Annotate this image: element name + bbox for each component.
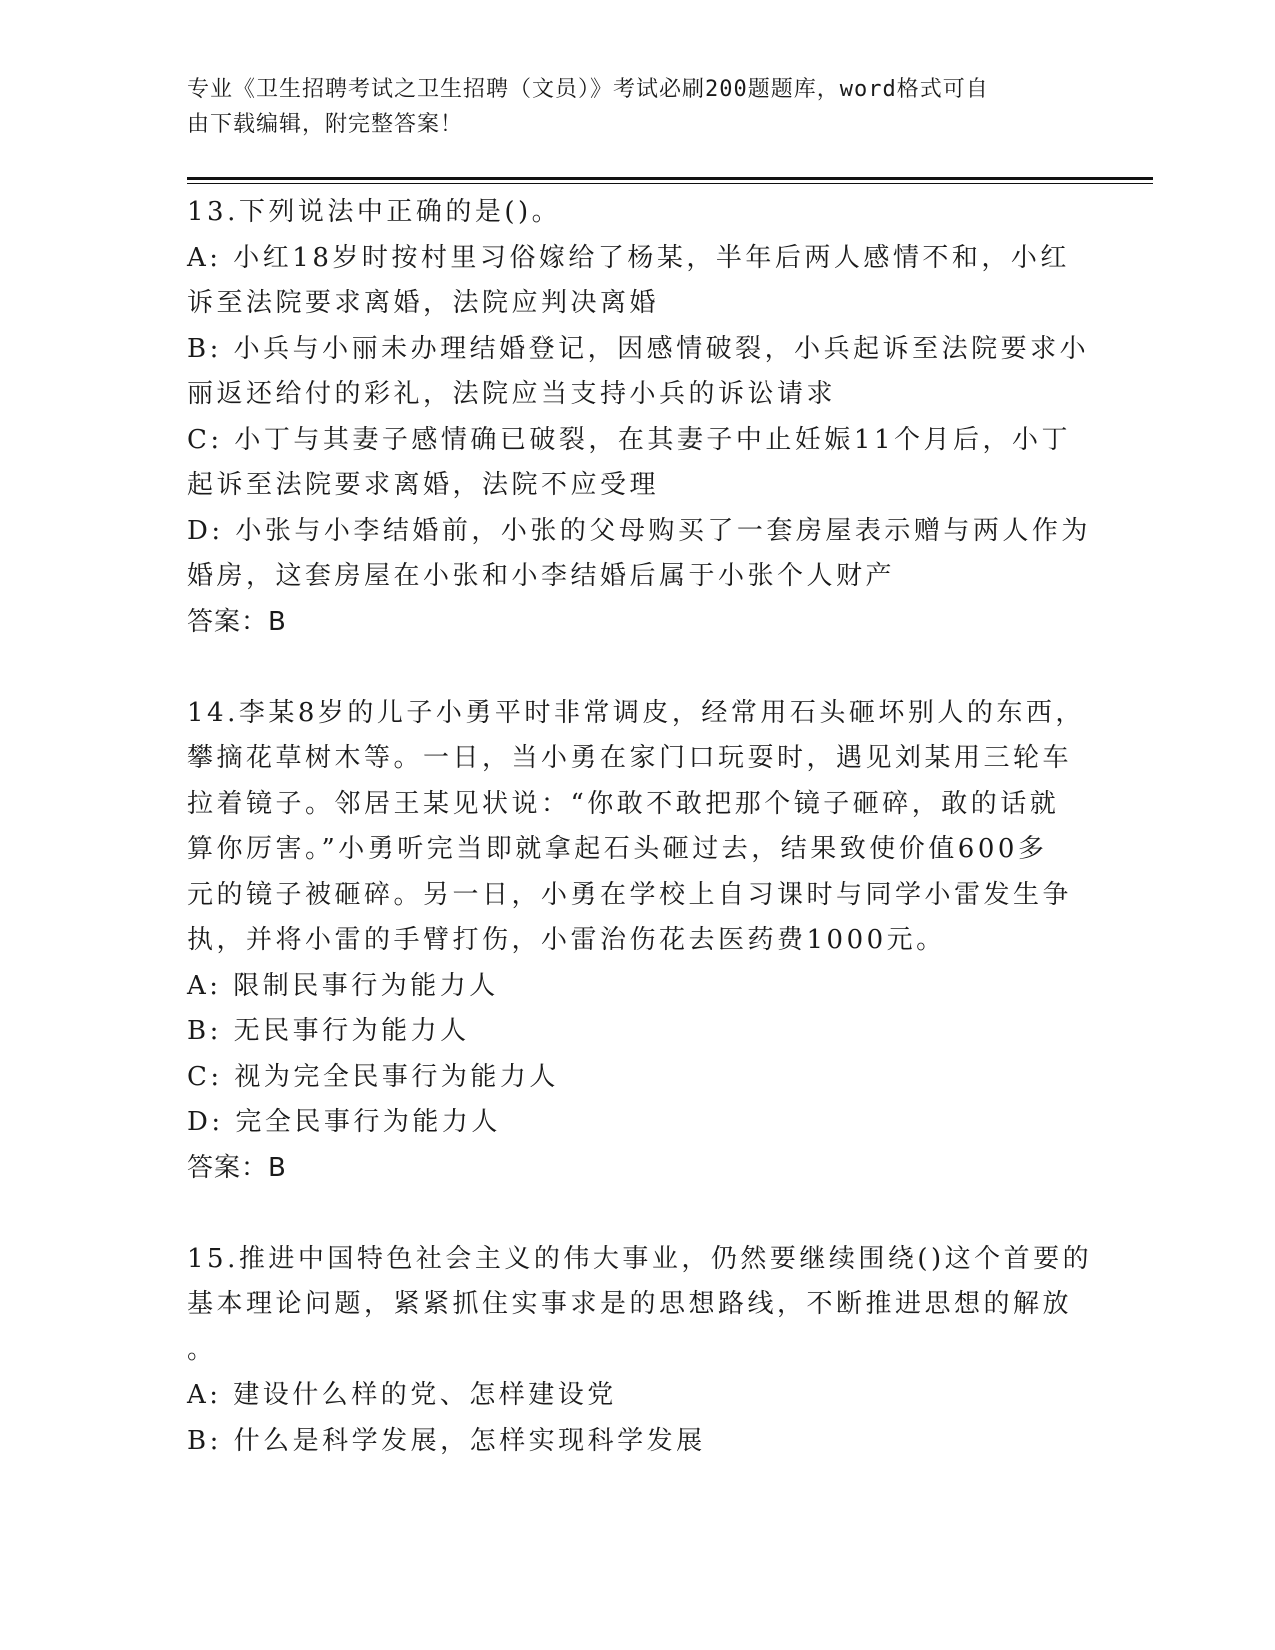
option-a: A: 小红18岁时按村里习俗嫁给了杨某，半年后两人感情不和，小红 [187,242,1070,273]
question-stem: 13.下列说法中正确的是()。 [187,197,562,227]
spacer [187,1191,1087,1237]
option-a: A: 限制民事行为能力人 [187,970,499,1001]
option-b: B: 小兵与小丽未办理结婚登记，因感情破裂，小兵起诉至法院要求小 [187,333,1090,364]
option-c: C: 视为完全民事行为能力人 [187,1061,559,1092]
answer: 答案：B [187,1152,287,1183]
option-c-cont: 起诉至法院要求离婚，法院不应受理 [187,470,660,500]
answer: 答案：B [187,606,287,637]
header-rule-thick [187,177,1153,180]
question-stem-cont: 元的镜子被砸碎。另一日，小勇在学校上自习课时与同学小雷发生争 [187,879,1073,910]
option-a-cont: 诉至法院要求离婚，法院应判决离婚 [187,288,660,318]
option-a: A: 建设什么样的党、怎样建设党 [187,1380,617,1410]
question-stem-cont: 执，并将小雷的手臂打伤，小雷治伤花去医药费1000元。 [187,925,946,955]
header-line-2: 由下载编辑，附完整答案！ [187,112,464,137]
option-d-cont: 婚房，这套房屋在小张和小李结婚后属于小张个人财产 [187,561,896,591]
question-stem-cont: 拉着镜子。邻居王某见状说：“你敢不敢把那个镜子砸碎，敢的话就 [187,788,1060,819]
question-stem: 14.李某8岁的儿子小勇平时非常调皮，经常用石头砸坏别人的东西， [187,697,1085,728]
option-b: B: 什么是科学发展，怎样实现科学发展 [187,1425,706,1456]
question-stem-cont: 算你厉害。”小勇听完当即就拿起石头砸过去，结果致使价值600多 [187,834,1048,864]
question-stem-cont: 攀摘花草树木等。一日，当小勇在家门口玩耍时，遇见刘某用三轮车 [187,743,1073,773]
question-13 [187,190,1091,645]
option-c: C: 小丁与其妻子感情确已破裂，在其妻子中止妊娠11个月后，小丁 [187,424,1072,455]
header-rule-thin [187,183,1153,184]
header-line-1: 专业《卫生招聘考试之卫生招聘（文员）》考试必刷200题题库，word格式可自 [187,77,989,102]
document-header [187,72,1067,142]
question-stem-cont: 基本理论问题，紧紧抓住实事求是的思想路线，不断推进思想的解放 [187,1289,1073,1319]
option-d: D: 小张与小李结婚前，小张的父母购买了一套房屋表示赠与两人作为 [187,515,1091,546]
option-b-cont: 丽返还给付的彩礼，法院应当支持小兵的诉讼请求 [187,379,837,409]
question-list [187,190,1093,1464]
question-14 [187,691,1087,1192]
option-b: B: 无民事行为能力人 [187,1016,470,1046]
question-stem: 15.推进中国特色社会主义的伟大事业，仍然要继续围绕()这个首要的 [187,1243,1093,1274]
question-15 [187,1237,1093,1465]
question-stem-cont: 。 [187,1334,217,1365]
option-d: D: 完全民事行为能力人 [187,1107,501,1137]
spacer [187,645,1087,691]
